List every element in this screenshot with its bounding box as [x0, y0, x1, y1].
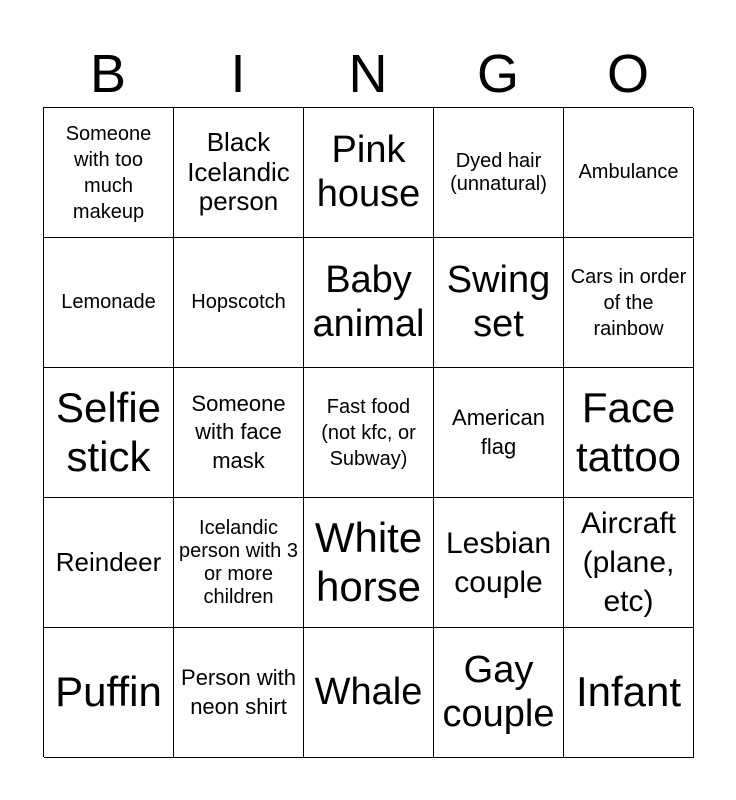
header-letter-g: G: [476, 44, 519, 104]
bingo-cell[interactable]: Pink house: [304, 108, 434, 238]
bingo-cell[interactable]: Selfie stick: [44, 368, 174, 498]
bingo-cell[interactable]: Face tattoo: [564, 368, 694, 498]
bingo-cell[interactable]: Puffin: [44, 628, 174, 758]
bingo-cell[interactable]: Swing set: [434, 238, 564, 368]
bingo-cell[interactable]: Whale: [304, 628, 434, 758]
bingo-cell[interactable]: Gay couple: [434, 628, 564, 758]
bingo-cell[interactable]: Ambulance: [564, 108, 694, 238]
bingo-cell[interactable]: Someone with too much makeup: [44, 108, 174, 238]
header-letter-i: I: [230, 44, 246, 104]
bingo-cell[interactable]: Dyed hair (unnatural): [434, 108, 564, 238]
bingo-cell[interactable]: American flag: [434, 368, 564, 498]
bingo-header: [43, 40, 693, 108]
bingo-cell[interactable]: Hopscotch: [174, 238, 304, 368]
bingo-cell[interactable]: Cars in order of the rainbow: [564, 238, 694, 368]
bingo-cell[interactable]: Someone with face mask: [174, 368, 304, 498]
bingo-cell[interactable]: Lemonade: [44, 238, 174, 368]
bingo-cell[interactable]: Reindeer: [44, 498, 174, 628]
bingo-cell[interactable]: Aircraft (plane, etc): [564, 498, 694, 628]
bingo-cell[interactable]: Black Icelandic person: [174, 108, 304, 238]
header-letter-o: O: [606, 44, 649, 104]
bingo-cell[interactable]: Person with neon shirt: [174, 628, 304, 758]
header-letter-n: N: [348, 44, 388, 104]
bingo-cell[interactable]: Icelandic person with 3 or more children: [174, 498, 304, 628]
bingo-cell[interactable]: Fast food (not kfc, or Subway): [304, 368, 434, 498]
bingo-board: [43, 107, 693, 757]
bingo-cell[interactable]: White horse: [304, 498, 434, 628]
bingo-cell[interactable]: Baby animal: [304, 238, 434, 368]
bingo-cell[interactable]: Infant: [564, 628, 694, 758]
header-letter-b: B: [89, 44, 127, 104]
bingo-cell[interactable]: Lesbian couple: [434, 498, 564, 628]
